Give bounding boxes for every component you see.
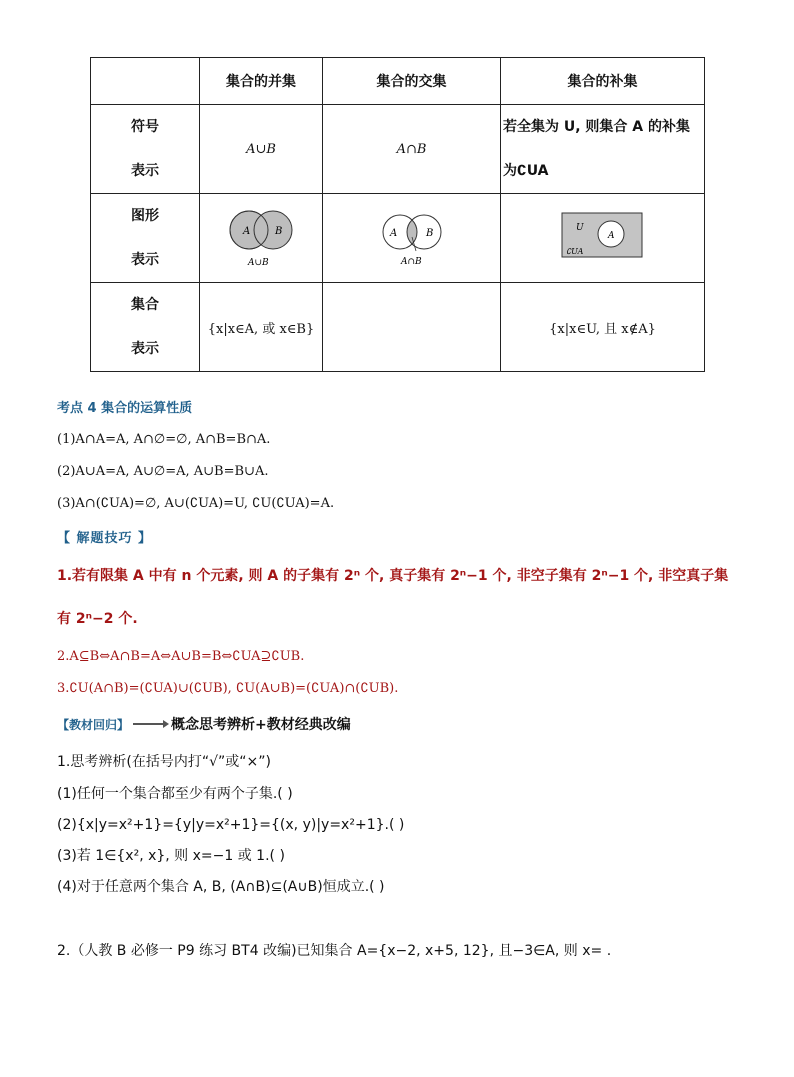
question-item: (1)任何一个集合都至少有两个子集.( ) (57, 786, 293, 802)
table-row (91, 194, 705, 283)
venn-label-a: A (389, 228, 397, 239)
complement-venn-diagram (561, 211, 645, 261)
venn-label-a: A (607, 231, 614, 241)
complement-set-builder: {x|x∈U, 且 x∉A} (501, 283, 705, 372)
section-title: 考点 4 集合的运算性质 (57, 401, 193, 416)
venn-label-u: U (575, 223, 584, 233)
header-intersection: 集合的交集 (323, 58, 501, 105)
property-line: (2)A∪A=A, A∪∅=A, A∪B=B∪A. (57, 464, 269, 479)
union-set-builder: {x|x∈A, 或 x∈B} (200, 283, 323, 372)
row-head-symbol: 符号 表示 (91, 105, 200, 194)
header-complement: 集合的补集 (501, 58, 705, 105)
arrow-right-icon (133, 723, 167, 725)
tip-line-2: 2.A⊆B⇔A∩B=A⇔A∪B=B⇔∁UA⊇∁UB. (57, 649, 305, 664)
textbook-review-header (57, 714, 351, 734)
property-line: (3)A∩(∁UA)=∅, A∪(∁UA)=U, ∁U(∁UA)=A. (57, 496, 335, 511)
question-item: (3)若 1∈{x², x}, 则 x=−1 或 1.( ) (57, 848, 285, 864)
tip-line-3: 3.∁U(A∩B)=(∁UA)∪(∁UB), ∁U(A∪B)=(∁UA)∩(∁UB). (57, 681, 399, 696)
tip-line-1-cont: 有 2ⁿ−2 个. (57, 611, 138, 627)
corner-cell (91, 58, 200, 105)
intersection-venn-cell (323, 194, 501, 283)
complement-venn-cell (501, 194, 705, 283)
intersection-symbol: A∩B (323, 105, 501, 194)
union-venn-diagram (221, 205, 301, 267)
header-union: 集合的并集 (200, 58, 323, 105)
intersection-venn-caption: A∩B (400, 257, 422, 267)
table-row (91, 283, 705, 372)
union-venn-caption: A∪B (248, 258, 269, 267)
review-title: 概念思考辨析+教材经典改编 (171, 717, 351, 733)
venn-label-a: A (243, 226, 251, 237)
set-operations-table (90, 57, 705, 372)
question-item: (2){x|y=x²+1}={y|y=x²+1}={(x, y)|y=x²+1}.( ) (57, 817, 405, 833)
question-item: (4)对于任意两个集合 A, B, (A∩B)⊆(A∪B)恒成立.( ) (57, 879, 385, 895)
union-symbol: A∪B (200, 105, 323, 194)
intersection-venn-diagram (372, 205, 452, 267)
union-venn-cell (200, 194, 323, 283)
question-1-title: 1.思考辨析(在括号内打“√”或“×”) (57, 754, 271, 770)
tip-line-1: 1.若有限集 A 中有 n 个元素, 则 A 的子集有 2ⁿ 个, 真子集有 2ⁿ−1 个, 非空子集有 2ⁿ−1 个, 非空真子集 (57, 568, 729, 584)
tips-tag: 【 解题技巧 】 (57, 531, 153, 546)
complement-venn-caption: ∁UA (565, 247, 583, 256)
row-head-figure: 图形 表示 (91, 194, 200, 283)
intersection-set-builder (323, 283, 501, 372)
venn-label-b: B (425, 228, 433, 239)
property-line: (1)A∩A=A, A∩∅=∅, A∩B=B∩A. (57, 432, 271, 447)
table-row (91, 105, 705, 194)
venn-label-b: B (275, 226, 283, 237)
table-header-row (91, 58, 705, 105)
review-badge: 【教材回归】 (57, 717, 130, 732)
row-head-set: 集合 表示 (91, 283, 200, 372)
complement-symbol: 若全集为 U, 则集合 A 的补集 为∁UA (501, 105, 705, 194)
question-2: 2.（人教 B 必修一 P9 练习 BT4 改编)已知集合 A={x−2, x+5, 12}, 且−3∈A, 则 x= . (57, 943, 612, 959)
